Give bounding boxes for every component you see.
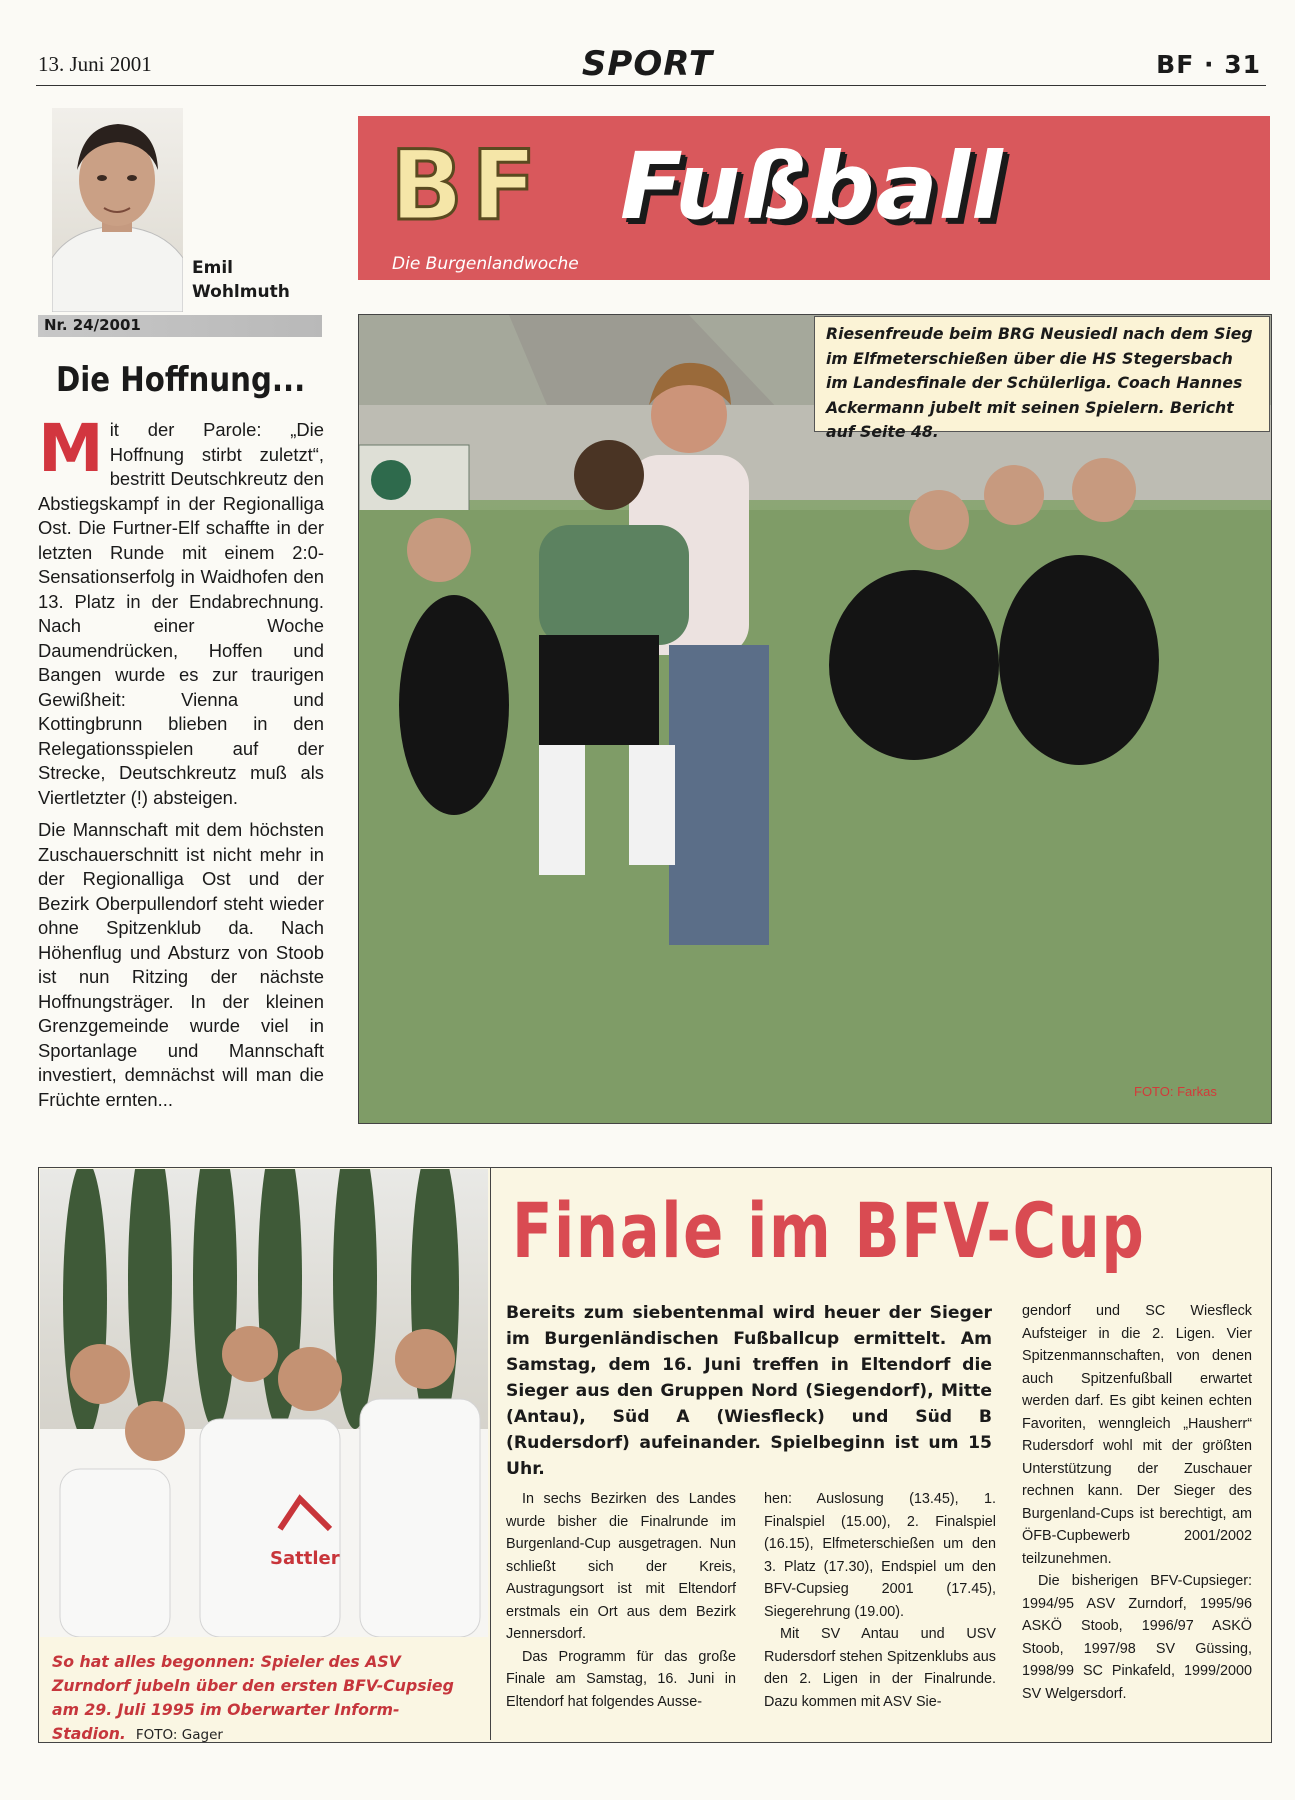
author-portrait bbox=[52, 108, 183, 312]
column-paragraph-2: Die Mannschaft mit dem höchsten Zuschauerschnitt ist nicht mehr in der Regionalliga Ost und der Bezirk Oberpullendorf steht wieder ohne Spitzenklub da. Nach Höhenflug und Absturz von Stoob ist nun Ritzing der nächste Hoffnungsträger. In der kleinen Grenzgemeinde wurde viel in Sportanlage und Mannschaft investiert, demnächst will man die Früchte ernten... bbox=[38, 819, 324, 1110]
team-photo-caption bbox=[52, 1650, 482, 1747]
article-paragraph: In sechs Bezirken des Landes wurde bisher die Finalrunde im Burgenland-Cup ausgetragen. Nun schließt sich der Kreis, Austragungsort ist mit Eltendorf erstmals ein Ort aus dem Bezirk Jennersdorf. bbox=[506, 1491, 736, 1642]
page-number: BF · 31 bbox=[1156, 50, 1261, 79]
main-photo-credit: FOTO: Farkas bbox=[1134, 1084, 1217, 1099]
article-column-2 bbox=[764, 1488, 996, 1713]
bf-logo: BF bbox=[390, 130, 545, 242]
issue-number: Nr. 24/2001 bbox=[44, 316, 141, 334]
article-column-3 bbox=[1022, 1300, 1252, 1705]
main-photo-caption: Riesenfreude beim BRG Neusiedl nach dem Sieg im Elfmeterschießen über die HS Stegersbach im Landesfinale der Schülerliga. Coach Hannes Ackermann jubelt mit seinen Spielern. Bericht auf Seite 48. bbox=[826, 324, 1253, 441]
author-name bbox=[192, 256, 290, 304]
sponsor-logo-text: Sattler bbox=[270, 1548, 340, 1569]
article-paragraph: hen: Auslosung (13.45), 1. Finalspiel (15.00), 2. Finalspiel (16.15), Elfmeterschießen um den 3. Platz (17.30), Endspiel um den BFV-Cupsieg 2001 (17.45), Siegerehrung (19.00). bbox=[764, 1491, 996, 1620]
author-last-name: Wohlmuth bbox=[192, 282, 290, 302]
article-headline: Finale im BFV-Cup bbox=[512, 1186, 1146, 1275]
header-rule bbox=[36, 85, 1266, 86]
fussball-banner bbox=[358, 116, 1270, 280]
team-photo bbox=[40, 1169, 488, 1637]
banner-title: Fußball bbox=[620, 133, 1004, 240]
article-paragraph: Das Programm für das große Finale am Samstag, 16. Juni in Eltendorf hat folgendes Ausse- bbox=[506, 1648, 736, 1710]
team-photo-credit: FOTO: Gager bbox=[135, 1727, 223, 1743]
article-paragraph: Mit SV Antau und USV Rudersdorf stehen Spitzenklubs aus den 2. Ligen in der Finalrunde. Dazu kommen mit ASV Sie- bbox=[764, 1626, 996, 1710]
article-lead: Bereits zum siebentenmal wird heuer der Sieger im Burgenländischen Fußballcup ermittelt. Am Samstag, dem 16. Juni treffen in Eltendorf die Sieger aus den Gruppen Nord (Siegendorf), Mitte (Antau), Süd A (Wiesfleck) und Süd B (Rudersdorf) aufeinander. Spielbeginn ist um 15 Uhr. bbox=[506, 1303, 992, 1479]
team-photo-caption-text: So hat alles begonnen: Spieler des ASV Zurndorf jubeln über den ersten BFV-Cupsieg am 29. Juli 1995 im Oberwarter Inform-Stadion. bbox=[52, 1652, 454, 1743]
column-divider bbox=[490, 1168, 491, 1740]
banner-subtitle: Die Burgenlandwoche bbox=[392, 254, 579, 274]
issue-date: 13. Juni 2001 bbox=[38, 52, 152, 76]
section-title: SPORT bbox=[581, 44, 714, 84]
article-paragraph: Die bisherigen BFV-Cupsieger: 1994/95 ASV Zurndorf, 1995/96 ASKÖ Stoob, 1996/97 ASKÖ Stoob, 1997/98 SV Güssing, 1998/99 SC Pinkafeld, 1999/2000 SV Welgersdorf. bbox=[1022, 1573, 1252, 1702]
column-title: Die Hoffnung... bbox=[56, 360, 306, 400]
drop-cap: M bbox=[38, 410, 104, 487]
column-paragraph-1: it der Parole: „Die Hoffnung stirbt zuletzt“, bestritt Deutschkreutz den Abstiegskampf in der Regionalliga Ost. Die Furtner-Elf schaffte in der letzten Runde mit einem 2:0-Sensationserfolg in Waidhofen den 13. Platz in der Endabrechnung. Nach einer Woche Daumendrücken, Hoffen und Bangen wurde es zur traurigen Gewißheit: Vienna und Kottingbrunn blieben in den Relegationsspielen auf der Strecke, Deutschkreutz muß als Viertletzter (!) absteigen. bbox=[38, 419, 324, 808]
article-paragraph: gendorf und SC Wiesfleck Aufsteiger in die 2. Ligen. Vier Spitzenmannschaften, von denen auch Spitzenfußball erwartet werden darf. Es gibt keinen echten Favoriten, wenngleich „Hausherr“ Rudersdorf wohl mit der größten Unterstützung der Zuschauer rechnen kann. Der Sieger des Burgenland-Cups ist berechtigt, am ÖFB-Cupbewerb 2001/2002 teilzunehmen. bbox=[1022, 1303, 1252, 1567]
author-first-name: Emil bbox=[192, 258, 233, 278]
column-body bbox=[38, 410, 324, 1120]
article-column-1 bbox=[506, 1488, 736, 1713]
